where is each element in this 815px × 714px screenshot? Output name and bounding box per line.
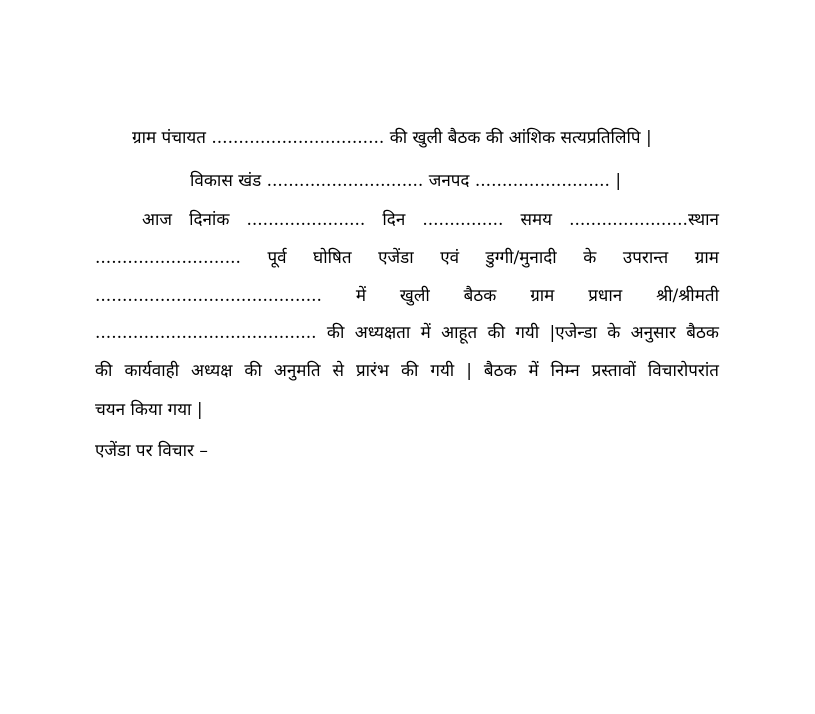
word: अध्यक्षता: [354, 323, 411, 343]
word: अनुमति: [273, 361, 321, 381]
word: में: [355, 286, 367, 306]
paragraph-line-1: [142, 210, 719, 230]
word: |एजेन्डा: [549, 323, 597, 343]
word: घोषित: [313, 248, 352, 268]
word: ग्राम: [694, 248, 719, 268]
word: श्री/श्रीमती: [656, 286, 719, 306]
paragraph-line-5: [95, 361, 719, 381]
word: अध्यक्ष: [191, 361, 233, 381]
word: डुग्गी/मुनादी: [485, 248, 557, 268]
word: गयी: [430, 361, 455, 381]
word: में: [528, 361, 539, 381]
word: आज: [142, 210, 172, 230]
word: |: [466, 361, 472, 381]
word: उपरान्त: [622, 248, 669, 268]
document-title: ग्राम पंचायत ................................ की खुली बैठक की आंशिक सत्यप्रतिलिपि |: [132, 128, 652, 148]
blank-field: .........................................: [95, 323, 317, 343]
paragraph-line-2: [95, 248, 719, 268]
paragraph-line-6: चयन किया गया |: [95, 400, 203, 420]
blank-field: ..........................................: [95, 286, 322, 306]
word: ......................स्थान: [569, 210, 719, 230]
word: एवं: [440, 248, 460, 268]
word: की: [95, 361, 113, 381]
word: दिन: [382, 210, 406, 230]
word: प्रारंभ: [355, 361, 389, 381]
word: बैठक: [463, 286, 497, 306]
word: की: [326, 323, 345, 343]
word: की: [244, 361, 262, 381]
word: गयी: [515, 323, 540, 343]
word: ग्राम: [530, 286, 555, 306]
word: के: [607, 323, 621, 343]
word: आहूत: [441, 323, 478, 343]
word: विचारोपरांत: [647, 361, 719, 381]
word: की: [400, 361, 419, 381]
blank-field: ......................: [246, 210, 366, 230]
blank-field: ...........................: [95, 248, 241, 268]
word: कार्यवाही: [124, 361, 180, 381]
word: की: [487, 323, 506, 343]
word: प्रस्तावों: [591, 361, 636, 381]
blank-field: ...............: [422, 210, 504, 230]
word: निम्न: [550, 361, 580, 381]
paragraph-line-4: [95, 323, 719, 343]
word: खुली: [399, 286, 430, 306]
word: के: [583, 248, 597, 268]
word: में: [420, 323, 431, 343]
word: अनुसार: [630, 323, 676, 343]
word: प्रधान: [588, 286, 623, 306]
word: दिनांक: [189, 210, 230, 230]
paragraph-line-3: [95, 286, 719, 306]
agenda-heading: एजेंडा पर विचार –: [95, 441, 208, 461]
word: से: [332, 361, 345, 381]
word: पूर्व: [267, 248, 287, 268]
word: बैठक: [686, 323, 719, 343]
word: बैठक: [483, 361, 517, 381]
word: एजेंडा: [378, 248, 414, 268]
document-subtitle: विकास खंड ............................. जनपद ......................... |: [190, 171, 622, 191]
word: समय: [520, 210, 552, 230]
